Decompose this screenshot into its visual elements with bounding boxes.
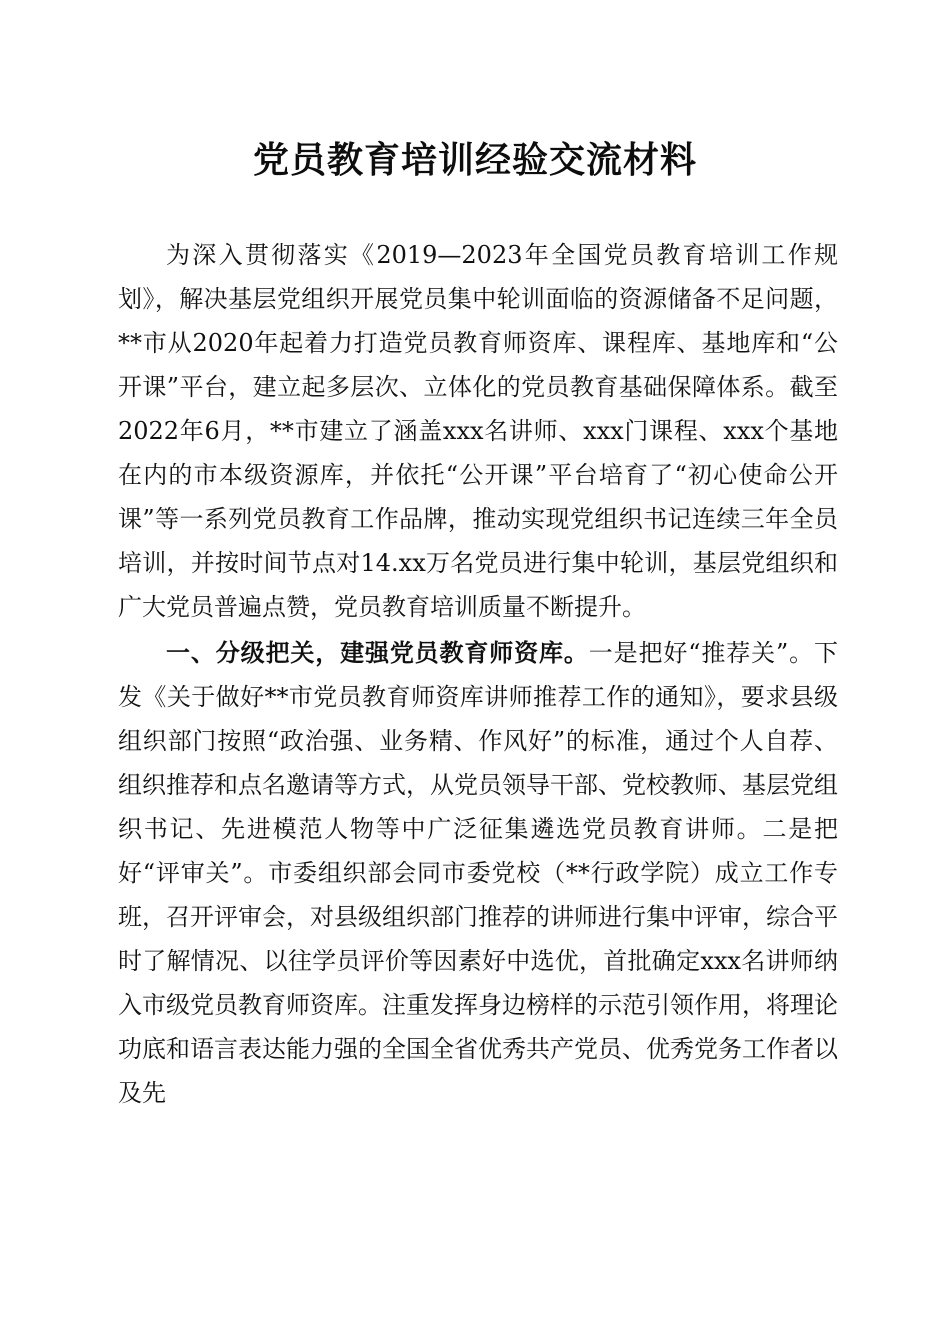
section-one-text: 一是把好“推荐关”。下发《关于做好**市党员教育师资库讲师推荐工作的通知》，要求县级组织部门按照“政治强、业务精、作风好”的标准，通过个人自荐、组织推荐和点名邀请等方式，从党员领导干部、党校教师、基层党组织书记、先进模范人物等中广泛征集遴选党员教育讲师。二是把好“评审关”。市委组织部会同市委党校（**行政学院）成立工作专班，召开评审会，对县级组织部门推荐的讲师进行集中评审，综合平时了解情况、以往学员评价等因素好中选优，首批确定xxx名讲师纳入市级党员教育师资库。注重发挥身边榜样的示范引领作用，将理论功底和语言表达能力强的全国全省优秀共产党员、优秀党务工作者以及先 (118, 639, 838, 1107)
paragraph-intro (118, 233, 838, 629)
paragraph-section-one (118, 631, 838, 1115)
section-heading: 一、分级把关，建强党员教育师资库。 (166, 639, 589, 667)
document-body (118, 233, 838, 1115)
paragraph-intro-text: 为深入贯彻落实《2019—2023年全国党员教育培训工作规划》，解决基层党组织开展党员集中轮训面临的资源储备不足问题，**市从2020年起着力打造党员教育师资库、课程库、基地库和“公开课”平台，建立起多层次、立体化的党员教育基础保障体系。截至2022年6月，**市建立了涵盖xxx名讲师、xxx门课程、xxx个基地在内的市本级资源库，并依托“公开课”平台培育了“初心使命公开课”等一系列党员教育工作品牌，推动实现党组织书记连续三年全员培训，并按时间节点对14.xx万名党员进行集中轮训，基层党组织和广大党员普遍点赞，党员教育培训质量不断提升。 (118, 241, 838, 621)
document-title: 党员教育培训经验交流材料 (252, 139, 697, 181)
